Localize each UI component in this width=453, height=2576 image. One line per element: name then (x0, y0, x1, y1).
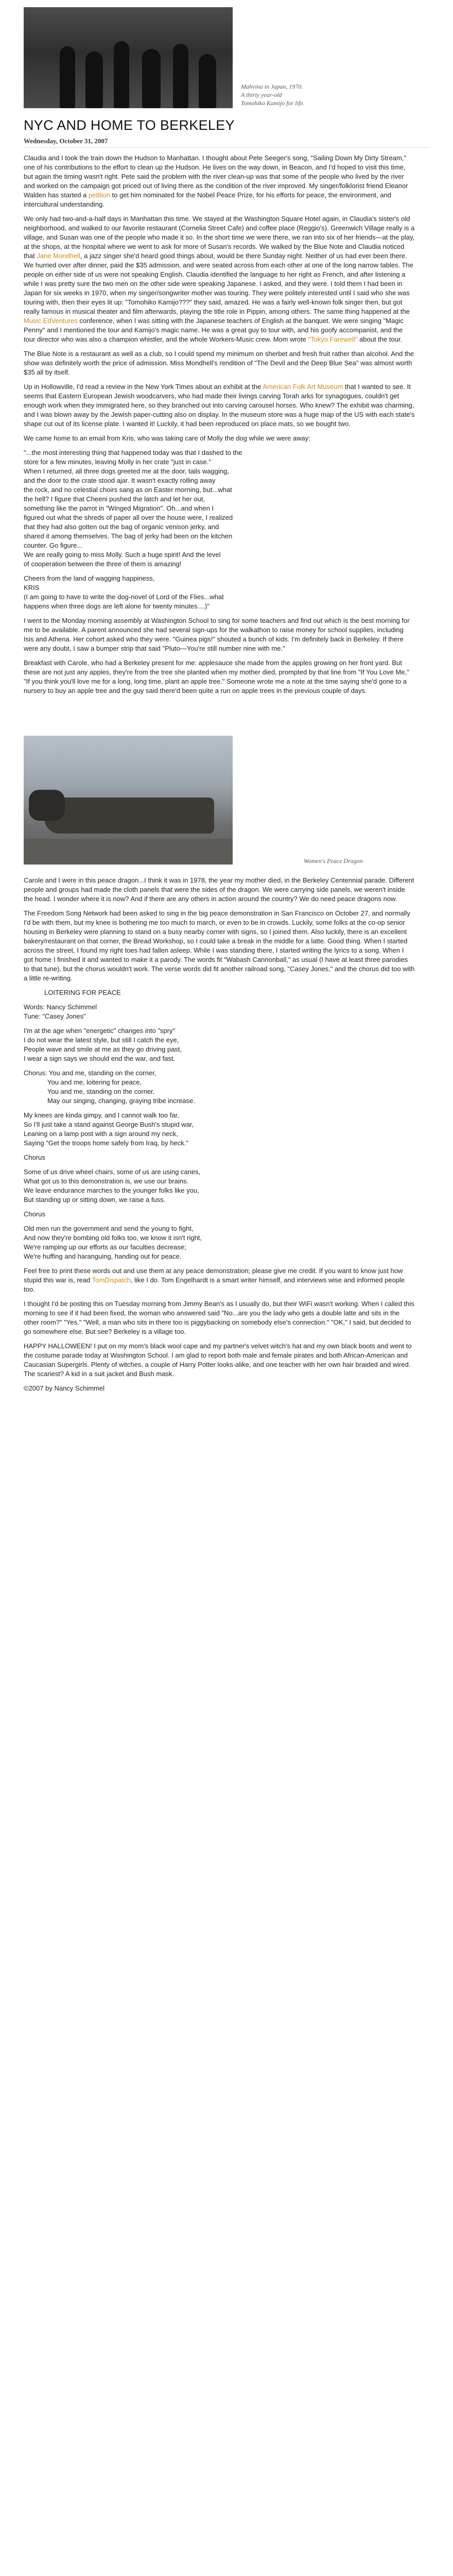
paragraph-manhattan: We only had two-and-a-half days in Manhattan this time. We stayed at the Washington Square Hotel again, in Claudia's sister's old neighborhood, and walked to our favorite restaurant (Cornelia Street Cafe) and coffee place (Reggio's). Greenwich Village really is a village, and Susan was one of the people who made it so. In the short time we were there, we ran into six of her friends—at the play, at the shops, at the hospital where we went to ask for more of Susan's records. We walked by the Blue Note and Claudia noticed that Jane Mondhell, a jazz singer she'd heard good things about, would be there Sunday night. Neither of us had ever been there. We hurried over after dinner, paid the $35 admission, and were seated across from each other at one of the long narrow tables. The people on either side of us were not speaking English. Claudia identified the language to her right as French, and after listening a while I was pretty sure the two men on the other side were speaking Japanese. I asked, and they were. I told them I had been in Japan for six weeks in 1970, when my singer/songwriter mother was touring. They were politely interested until I said who she was touring with, then their eyes lit up: "Tomohiko Kamijo???" they said, amazed. He was a fairly well-known folk singer then, but got really famous in musical theater and film afterwards, playing the title role in Pippin, among others. The same thing happened at the Music EdVentures conference, when I was sitting with the Japanese teachers of English at the banquet. We were singing "Magic Penny" and I mentioned the tour and Kamijo's magic name. He was a great guy to tour with, and his goofy accompanist, and the tour director who was also a champion whistler, and the whole Workers-Music crew. Mom wrote "Tokyo Farewell" about the tour. (24, 215, 415, 343)
post-body-part2: Carole and I were in this peace dragon...I think it was in 1978, the year my mother died, in the Berkeley Centennial parade. Different people and groups had made the cloth panels that were the sides of the dragon. We were carrying side panels, we weren't inside the head. I wonder where it is now? And if there are any others in action around the country? We do need peace dragons now. The Freedom Song Network had been asked to sing in the big peace demonstration in San Francisco on October 27, and normally I'd be with them, but my knee is bothering me too much to march, or even to be in crowds. Luckily, some folks at the co-op senior housing in Berkeley were planning to stand on a busy nearby corner with signs, so I joined them. Also luckily, there is an excellent bakery/restaurant on that corner, the Bread Workshop, so I could take a break in the middle for a latte. Good thing. When I started across the street, I found my right toes had fallen asleep. While I was standing there, I started writing the lyrics to a song. When I got home I finished it and wanted to make it a parody. The words fit "Wabash Cannonball," as usual (I have at least three parodies to that tune), but the chorus wouldn't work. The verse words did fit another railroad song, "Casey Jones," and the chorus did too with a little re-writing. LOITERING FOR PEACE Words: Nancy Schimmel Tune: "Casey Jones" I'm at the age when "energetic" changes into "spry" I do not wear the latest style, but still I catch the eye, People wave and smile at me as they go driving past, I wear a sign says we should end the war, and fast. Chorus: You and me, standing on the corner, You and me, loitering for peace, You and me, standing on the corner, May our singing, changing, graying tribe increase. My knees are kinda gimpy, and I cannot walk too far, So I'll just take a stand against George Bush's stupid war, Leaning on a lamp post with a sign around my neck, Saying "Get the troops home safely from Iraq, by heck." Chorus Some of us drive wheel chairs, some of us are using canes, What got us to this demonstration is, we use our brains. We leave endurance marches to the younger folks like you, But standing up or sitting down, we raise a fuss. Chorus Old men run the government and send the young to fight, And now they're bombing old folks too, we know it isn't right, We're ramping up our efforts as our faculties decrease; We're huffing and haranguing, handing out for peace. Feel free to print these words out and use them at any peace demonstration; please give me credit. If you want to know just how stupid this war is, read TomDispatch, like I do. Tom Engelhardt is a smart writer himself, and interviews wise and informed people too. I thought I'd be posting this on Tuesday morning from Jimmy Bean's as I usually do, but their WiFi wasn't working. When I called this morning to see if it had been fixed, the woman who answered said "No...are you the lady who gets a double latte and sits in the other room?" "Yes." "Well, a man who sits in there too is piggybacking on somebody else's connection." "OK," I said, but decided to go somewhere else. But see? Berkeley is a village too. HAPPY HALLOWEEN! I put on my mom's black wool cape and my partner's velvet witch's hat and my own black boots and went to the costume parade today at Washington School. I am glad to report both male and female pirates and both African-American and Caucasian Supergirls. Plenty of witches, a couple of Harry Potter looks-alike, and one teacher with her own hair braided and wired. The scariest? A kid in a suit jacket and Bush mask. ©2007 by Nancy Schimmel (24, 876, 415, 1392)
paragraph-hudson: Claudia and I took the train down the Hudson to Manhattan. I thought about Pete Seeger's song, "Sailing Down My Dirty Stream," one of his contributions to the effort to clean up the Hudson. He lives on the way down, in Beacon, and I'd hoped to visit this time, but again the timing wasn't right. Pete said the problem with the river clean-up was that some of the people who lived by the river and worked on the campaign got priced out of living there as the condition of the river improved. My singer/folklorist friend Eleanor Walden has started a petition to get him nominated for the Nobel Peace Prize, for his efforts for peace, the environment, and intercultural understanding. (24, 154, 408, 208)
paragraph-applesauce: Breakfast with Carole, who had a Berkeley present for me: applesauce she made from the apples growing on her front yard. But these are not just any apples, they're from the tree she planted when my mother died, prompted by that line from "If You Love Me," "If you think you'll love me for a long, long time, plant an apple tree." Someone wrote me a note at the time saying she'd gone to a nursery to buy an apple tree and the guy said there'd been quite a run on apple trees in the previous couple of days. (24, 659, 409, 694)
chorus-label-2: Chorus (24, 1210, 45, 1218)
tokyo-farewell-link[interactable]: "Tokyo Farewell" (308, 335, 358, 343)
song-title: LOITERING FOR PEACE (44, 989, 121, 996)
petition-link[interactable]: petition (89, 191, 110, 199)
paragraph-print-words: Feel free to print these words out and use them at any peace demonstration; please give me credit. If you want to know just how stupid this war is, read TomDispatch, like I do. Tom Engelhardt is a smart writer himself, and interviews wise and informed people too. (24, 1267, 405, 1293)
paragraph-blue-note: The Blue Note is a restaurant as well as a club, so I could spend my minimum on sherbet and fresh fruit rather than alcohol. And the show was definitely worth the price of admission. Miss Mondhell's rendition of "The Devil and the Deep Blue Sea" was almost worth $35 all by itself. (24, 350, 414, 376)
title-divider (24, 147, 430, 148)
paragraph-folk-art: Up in Hollowville, I'd read a review in the New York Times about an exhibit at the American Folk Art Museum that I wanted to see. It seems that Eastern European Jewish woodcarvers, who had made their livings carving Torah arks for synagogues, couldn't get enough work when they immigrated here, so they branched out into carving carousel horses. Who knew? The exhibit was charming, and I was blown away by the Jewish paper-cutting also on display. In the museum store was a huge map of the US with each state's shape cut out of its license plate. I wanted it! Luckily, it had been reproduced on place mats, so we bought two. (24, 383, 415, 428)
paragraph-wifi: I thought I'd be posting this on Tuesday morning from Jimmy Bean's as I usually do, but their WiFi wasn't working. When I called this morning to see if it had been fixed, the woman who answered said "No...are you the lady who gets a double latte and sits in the other room?" "Yes." "Well, a man who sits in there too is piggybacking on somebody else's connection." "OK," I said, but decided to go somewhere else. But see? Berkeley is a village too. (24, 1300, 414, 1335)
music-edventures-link[interactable]: Music EdVentures (24, 317, 78, 325)
paragraph-freedom-song: The Freedom Song Network had been asked to sing in the big peace demonstration in San Francisco on October 27, and normally I'd be with them, but my knee is bothering me too much to march, or even to be in crowds. Luckily, some folks at the co-op senior housing in Berkeley were planning to stand on a busy nearby corner with signs, so I joined them. Also luckily, there is an excellent bakery/restaurant on that corner, the Bread Workshop, so I could take a break in the middle for a latte. Good thing. When I started across the street, I found my right toes had fallen asleep. While I was standing there, I started writing the lyrics to a song. When I got home I finished it and wanted to make it a parody. The words fit "Wabash Cannonball," as usual (I have at least three parodies to that tune), but the chorus wouldn't work. The verse words did fit another railroad song, "Casey Jones," and the chorus did too with a little re-writing. (24, 909, 415, 982)
tomdispatch-link[interactable]: TomDispatch (92, 1276, 131, 1284)
paragraph-halloween: HAPPY HALLOWEEN! I put on my mom's black wool cape and my partner's velvet witch's hat and my own black boots and went to the costume parade today at Washington School. I am glad to report both male and female pirates and both African-American and Caucasian Supergirls. Plenty of witches, a couple of Harry Potter looks-alike, and one teacher with her own hair braided and wired. The scariest? A kid in a suit jacket and Bush mask. (24, 1342, 412, 1378)
post-title: NYC AND HOME TO BERKELEY (24, 117, 235, 133)
photo-caption: Mahvina in Japan, 1970. A thirty year-old Tomohiko Kamijo for life. (241, 83, 305, 107)
copyright: ©2007 by Nancy Schimmel (24, 1384, 104, 1392)
paragraph-washington-school: I went to the Monday morning assembly at Washington School to sing for some teachers and find out which is the best morning for me to be available. A parent announced she had several sign-ups for the walkathon to raise money for school supplies, including Isis and Athena. Her cohort asked who they were. "Guinea pigs!" shouted a bunch of kids. I'm definitely back in Berkeley. If there were any doubt, I saw a bumper strip that said "Pluto—You're still number nine with me." (24, 617, 410, 652)
peace-dragon-caption: Women's Peace Dragon (304, 857, 363, 865)
post-date: Wednesday, October 31, 2007 (24, 137, 108, 145)
paragraph-kris-email: We came home to an email from Kris, who was taking care of Molly the dog while we were away: (24, 434, 310, 442)
chorus-label-1: Chorus (24, 1154, 45, 1161)
post-body-part1: Claudia and I took the train down the Hudson to Manhattan. I thought about Pete Seeger's song, "Sailing Down My Dirty Stream," one of his contributions to the effort to clean up the Hudson. He lives on the way down, in Beacon, and I'd hoped to visit this time, but again the timing wasn't right. Pete said the problem with the river clean-up was that some of the people who lived by the river and worked on the campaign got priced out of living there as the condition of the river improved. My singer/folklorist friend Eleanor Walden has started a petition to get him nominated for the Nobel Peace Prize, for his efforts for peace, the environment, and intercultural understanding. We only had two-and-a-half days in Manhattan this time. We stayed at the Washington Square Hotel again, in Claudia's sister's old neighborhood, and walked to our favorite restaurant (Cornelia Street Cafe) and coffee place (Reggio's). Greenwich Village really is a village, and Susan was one of the people who made it so. In the short time we were there, we ran into six of her friends—at the play, at the shops, at the hospital where we went to ask for more of Susan's records. We walked by the Blue Note and Claudia noticed that Jane Mondhell, a jazz singer she'd heard good things about, would be there Sunday night. Neither of us had ever been there. We hurried over after dinner, paid the $35 admission, and were seated across from each other at one of the long narrow tables. The people on either side of us were not speaking English. Claudia identified the language to her right as French, and after listening a while I was pretty sure the two men on the other side were speaking Japanese. I asked, and they were. I told them I had been in Japan for six weeks in 1970, when my singer/songwriter mother was touring. They were politely interested until I said who she was touring with, then their eyes lit up: "Tomohiko Kamijo???" they said, amazed. He was a fairly well-known folk singer then, but got really famous in musical theater and film afterwards, playing the title role in Pippin, among others. The same thing happened at the Music EdVentures conference, when I was sitting with the Japanese teachers of English at the banquet. We were singing "Magic Penny" and I mentioned the tour and Kamijo's magic name. He was a great guy to tour with, and his goofy accompanist, and the tour director who was also a champion whistler, and the whole Workers-Music crew. Mom wrote "Tokyo Farewell" about the tour. The Blue Note is a restaurant as well as a club, so I could spend my minimum on sherbet and fresh fruit rather than alcohol. And the show was definitely worth the price of admission. Miss Mondhell's rendition of "The Devil and the Deep Blue Sea" was almost worth $35 all by itself. Up in Hollowville, I'd read a review in the New York Times about an exhibit at the American Folk Art Museum that I wanted to see. It seems that Eastern European Jewish woodcarvers, who had made their livings carving Torah arks for synagogues, couldn't get enough work when they immigrated here, so they branched out into carving carousel horses. Who knew? The exhibit was charming, and I was blown away by the Jewish paper-cutting also on display. In the museum store was a huge map of the US with each state's shape cut out of its license plate. I wanted it! Luckily, it had been reproduced on place mats, so we bought two. We came home to an email from Kris, who was taking care of Molly the dog while we were away: "...the most interesting thing that happened today was that I dashed to the store for a few minutes, leaving Molly in her crate "just in case." When I returned, all three dogs greeted me at the door, tails wagging, and the door to the crate stood ajar. It wasn't exactly rolling away the rock, and no celestial choirs sang as on Easter morning, but...what the hell? I figure that Cheeni pushed the latch and let her out, something like the parrot in "Winged Migration". Oh...and when I figured out what the shreds of paper all over the house were, I realized that they had also gotten out the bag of organic venison jerky, and shared it among themselves. The bag of jerky had been on the kitchen counter. Go figure... We are really going to miss Molly. Such a huge spirit! And the level of cooperation between the three of them is amazing! Cheers from the land of wagging happiness, KRIS (I am going to have to write the dog-novel of Lord of the Flies...what happens when three dogs are left alone for twenty minutes....)" I went to the Monday morning assembly at Washington School to sing for some teachers and find out which is the best morning for me to be available. A parent announced she had several sign-ups for the walkathon to raise money for school supplies, including Isis and Athena. Her cohort asked who they were. "Guinea pigs!" shouted a bunch of kids. I'm definitely back in Berkeley. If there were any doubt, I saw a bumper strip that said "Pluto—You're still number nine with me." Breakfast with Carole, who had a Berkeley present for me: applesauce she made from the apples growing on her front yard. But these are not just any apples, they're from the tree she planted when my mother died, prompted by that line from "If You Love Me," "If you think you'll love me for a long, long time, plant an apple tree." Someone wrote me a note at the time saying she'd gone to a nursery to buy an apple tree and the guy said there'd been quite a run on apple trees in the previous couple of days. (24, 154, 415, 694)
concert-photo (24, 7, 233, 108)
folk-art-museum-link[interactable]: American Folk Art Museum (263, 383, 343, 391)
jane-mondhell-link[interactable]: Jane Mondhell (37, 252, 80, 260)
paragraph-peace-dragon: Carole and I were in this peace dragon...I think it was in 1978, the year my mother died, in the Berkeley Centennial parade. Different people and groups had made the cloth panels that were the sides of the dragon. We were carrying side panels, we weren't inside the head. I wonder where it is now? And if there are any others in action around the country? We do need peace dragons now. (24, 876, 414, 903)
peace-dragon-photo (24, 736, 233, 865)
